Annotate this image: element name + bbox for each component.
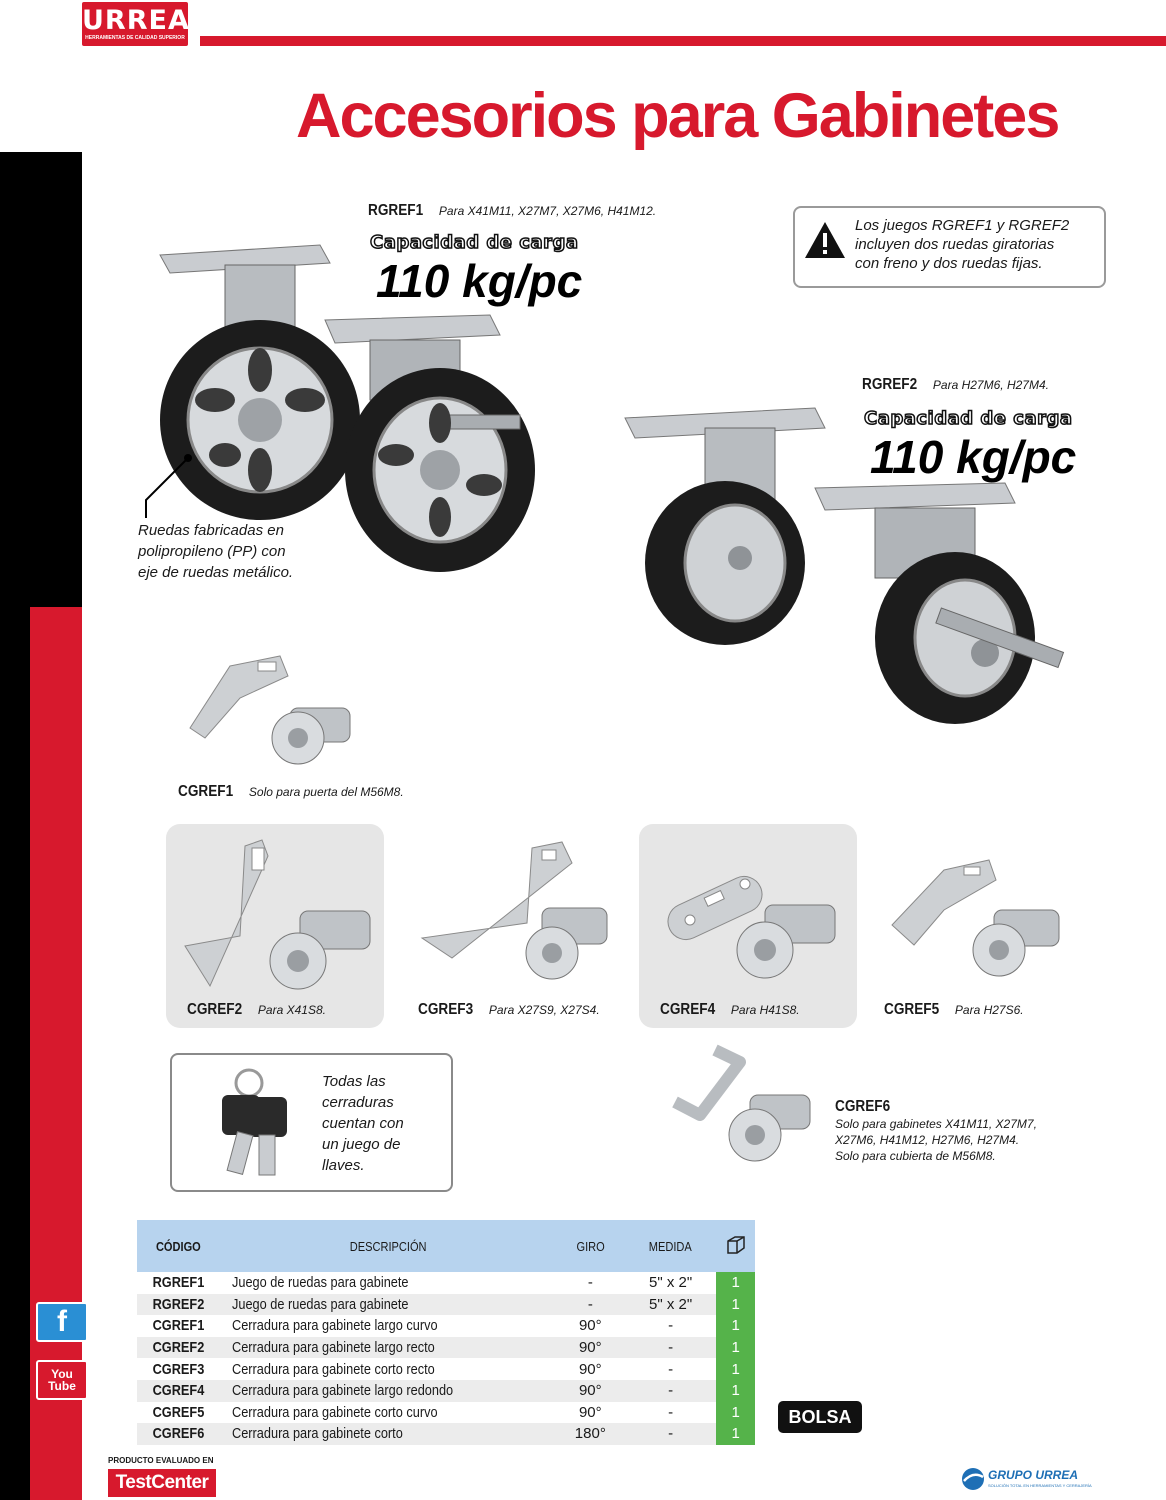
row-desc-text: Cerradura para gabinete corto recto <box>232 1360 436 1378</box>
row-code-text: CGREF5 <box>152 1403 205 1421</box>
row-desc <box>220 1380 555 1402</box>
row-medida: - <box>625 1358 716 1380</box>
row-code <box>137 1358 220 1380</box>
header-giro <box>556 1220 625 1272</box>
cgref4-note: Para H41S8. <box>730 1003 800 1017</box>
rgref1-capacity-value: 110 kg/pc <box>376 255 583 307</box>
row-desc <box>220 1315 555 1337</box>
row-desc <box>220 1294 555 1316</box>
cgref2-code: CGREF2 <box>187 1001 243 1018</box>
cgref1-label <box>178 783 404 801</box>
row-qty: 1 <box>716 1337 755 1359</box>
cgref5-note: Para H27S6. <box>954 1003 1024 1017</box>
youtube-icon[interactable] <box>36 1360 88 1400</box>
cgref5-code: CGREF5 <box>884 1001 940 1018</box>
header-code <box>137 1220 220 1272</box>
row-code-text: CGREF1 <box>152 1317 205 1335</box>
row-code <box>137 1423 220 1445</box>
cgref3-lock-image <box>412 838 622 993</box>
wheels-material-note <box>138 520 338 583</box>
row-giro: 90° <box>556 1380 625 1402</box>
keys-note <box>322 1071 442 1176</box>
cgref1-code: CGREF1 <box>178 783 234 800</box>
youtube-bottom: Tube <box>48 1379 76 1393</box>
cgref3-label <box>418 1001 600 1019</box>
row-desc-text: Juego de ruedas para gabinete <box>232 1295 409 1313</box>
row-code <box>137 1294 220 1316</box>
rgref2-label <box>862 376 1049 394</box>
row-code-text: CGREF3 <box>152 1360 205 1378</box>
cgref4-lock-image <box>655 850 850 990</box>
keys-note-line: cerraduras <box>322 1094 394 1111</box>
cgref3-code: CGREF3 <box>418 1001 474 1018</box>
table-row <box>137 1358 755 1380</box>
header-desc <box>220 1220 555 1272</box>
rgref2-code: RGREF2 <box>862 376 918 393</box>
wheels-note-pointer <box>138 452 198 522</box>
products-table <box>137 1220 755 1445</box>
row-code-text: CGREF6 <box>152 1425 205 1443</box>
row-qty: 1 <box>716 1294 755 1316</box>
rgref2-capacity-value: 110 kg/pc <box>870 431 1077 483</box>
row-giro: - <box>556 1272 625 1294</box>
facebook-glyph: f <box>57 1305 67 1338</box>
row-medida: - <box>625 1423 716 1445</box>
youtube-top: You <box>51 1367 73 1381</box>
wheels-note-line: eje de ruedas metálico. <box>138 564 294 581</box>
row-medida: - <box>625 1380 716 1402</box>
keys-icon <box>194 1065 304 1185</box>
header-medida-text: MEDIDA <box>649 1238 693 1254</box>
row-medida: 5" x 2" <box>625 1294 716 1316</box>
table-row <box>137 1294 755 1316</box>
rgref1-capacity-label: Capacidad de carga <box>370 232 579 253</box>
row-code-text: CGREF2 <box>152 1339 205 1357</box>
cgref4-code: CGREF4 <box>660 1001 716 1018</box>
row-code-text: RGREF2 <box>152 1295 205 1313</box>
rgref2-capacity-label: Capacidad de carga <box>864 408 1073 429</box>
cgref1-lock-image <box>180 648 370 778</box>
rgref1-code: RGREF1 <box>368 202 424 219</box>
cgref6-note-line: X27M6, H41M12, H27M6, H27M4. <box>835 1133 1020 1147</box>
keys-note-line: un juego de <box>322 1136 401 1153</box>
keys-info-box <box>170 1053 453 1192</box>
grupo-urrea-name: GRUPO URREA <box>988 1468 1079 1482</box>
header-code-text: CÓDIGO <box>156 1238 202 1254</box>
urrea-logo <box>82 2 188 46</box>
evaluated-caption: PRODUCTO EVALUADO EN <box>108 1456 214 1465</box>
row-desc <box>220 1337 555 1359</box>
sets-info-callout <box>793 206 1106 288</box>
header-medida <box>625 1220 716 1272</box>
warning-icon <box>803 220 847 260</box>
cgref4-label <box>660 1001 800 1019</box>
facebook-icon[interactable] <box>36 1302 88 1342</box>
cgref3-note: Para X27S9, X27S4. <box>488 1003 600 1017</box>
rgref1-note: Para X41M11, X27M7, X27M6, H41M12. <box>438 204 657 218</box>
table-row <box>137 1423 755 1445</box>
cgref6-note-line: Solo para cubierta de M56M8. <box>835 1149 996 1163</box>
rgref2-note: Para H27M6, H27M4. <box>932 378 1049 392</box>
table-header-row <box>137 1220 755 1272</box>
row-giro: 180° <box>556 1423 625 1445</box>
row-desc <box>220 1358 555 1380</box>
box-icon <box>725 1234 747 1256</box>
table-row <box>137 1337 755 1359</box>
row-qty: 1 <box>716 1272 755 1294</box>
row-giro: - <box>556 1294 625 1316</box>
row-giro: 90° <box>556 1315 625 1337</box>
grupo-urrea-mark-icon <box>960 1466 986 1492</box>
row-desc-text: Cerradura para gabinete largo curvo <box>232 1317 438 1335</box>
logo-tagline: HERRAMIENTAS DE CALIDAD SUPERIOR <box>85 35 185 41</box>
header-giro-text: GIRO <box>576 1238 605 1254</box>
row-code-text: CGREF4 <box>152 1382 205 1400</box>
header-qty <box>716 1220 755 1272</box>
wheels-note-line: polipropileno (PP) con <box>138 543 286 560</box>
testcenter-logo: TestCenter <box>108 1469 216 1497</box>
row-code <box>137 1402 220 1424</box>
callout-line: incluyen dos ruedas giratorias <box>855 236 1055 253</box>
cgref2-lock-image <box>180 836 375 996</box>
row-giro: 90° <box>556 1358 625 1380</box>
table-row <box>137 1380 755 1402</box>
cgref6-note-line: Solo para gabinetes X41M11, X27M7, <box>835 1117 1037 1131</box>
row-desc-text: Cerradura para gabinete corto <box>232 1425 404 1443</box>
row-giro: 90° <box>556 1337 625 1359</box>
rgref1-label <box>368 202 656 220</box>
logo-wordmark: URREA <box>82 5 190 36</box>
row-desc-text: Cerradura para gabinete largo redondo <box>232 1382 454 1400</box>
row-code <box>137 1315 220 1337</box>
cgref2-note: Para X41S8. <box>257 1003 326 1017</box>
row-desc-text: Cerradura para gabinete corto curvo <box>232 1403 438 1421</box>
keys-note-line: cuentan con <box>322 1115 404 1132</box>
cgref2-label <box>187 1001 326 1019</box>
row-code <box>137 1337 220 1359</box>
row-desc-text: Cerradura para gabinete largo recto <box>232 1339 436 1357</box>
wheels-note-line: Ruedas fabricadas en <box>138 522 284 539</box>
row-qty: 1 <box>716 1358 755 1380</box>
header-desc-text: DESCRIPCIÓN <box>349 1238 427 1254</box>
row-code <box>137 1272 220 1294</box>
cgref5-lock-image <box>884 855 1074 990</box>
row-desc <box>220 1402 555 1424</box>
cgref6-code: CGREF6 <box>835 1098 891 1115</box>
row-desc-text: Juego de ruedas para gabinete <box>232 1274 409 1292</box>
row-qty: 1 <box>716 1423 755 1445</box>
packaging-badge: BOLSA <box>778 1401 862 1433</box>
page-title: Accesorios para Gabinetes <box>296 81 1059 151</box>
cgref6-description <box>835 1098 1095 1164</box>
row-giro: 90° <box>556 1402 625 1424</box>
header-red-bar <box>200 36 1166 46</box>
table-row <box>137 1272 755 1294</box>
row-medida: - <box>625 1337 716 1359</box>
row-desc <box>220 1272 555 1294</box>
grupo-urrea-logo <box>960 1466 1092 1497</box>
side-black-strip <box>0 607 30 1500</box>
cgref5-label <box>884 1001 1024 1019</box>
row-medida: - <box>625 1402 716 1424</box>
row-qty: 1 <box>716 1380 755 1402</box>
table-row <box>137 1402 755 1424</box>
keys-note-line: Todas las <box>322 1073 386 1090</box>
keys-note-line: llaves. <box>322 1157 365 1174</box>
row-medida: 5" x 2" <box>625 1272 716 1294</box>
grupo-urrea-tagline: SOLUCIÓN TOTAL EN HERRAMIENTAS Y CERRAJERÍA <box>988 1483 1092 1488</box>
cgref1-note: Solo para puerta del M56M8. <box>248 785 404 799</box>
row-desc <box>220 1423 555 1445</box>
callout-line: con freno y dos ruedas fijas. <box>855 255 1043 272</box>
row-code <box>137 1380 220 1402</box>
callout-line: Los juegos RGREF1 y RGREF2 <box>855 217 1070 234</box>
row-qty: 1 <box>716 1402 755 1424</box>
table-row <box>137 1315 755 1337</box>
row-code-text: RGREF1 <box>152 1274 205 1292</box>
cgref6-lock-image <box>655 1040 825 1170</box>
row-medida: - <box>625 1315 716 1337</box>
callout-text <box>855 216 1100 273</box>
row-qty: 1 <box>716 1315 755 1337</box>
side-black-bar <box>0 152 82 607</box>
